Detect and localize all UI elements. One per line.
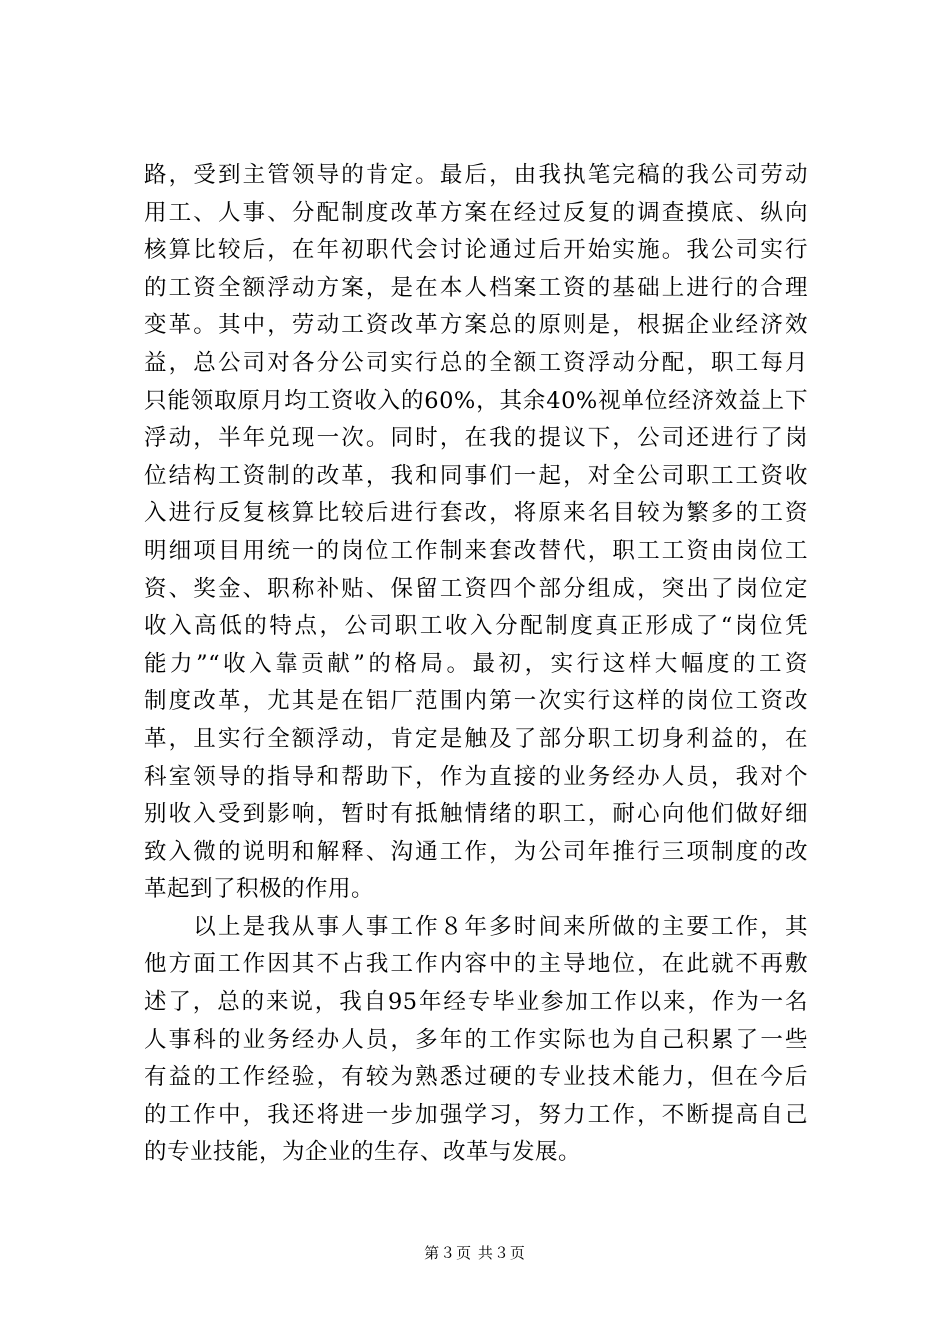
text-line: 致入微的说明和解释、沟通工作，为公司年推行三项制度的改 — [144, 838, 808, 865]
text-line: 有益的工作经验，有较为熟悉过硬的专业技术能力，但在今后 — [144, 1064, 808, 1091]
text-line: 变革。其中，劳动工资改革方案总的原则是，根据企业经济效 — [144, 312, 808, 339]
text-line: 只能领取原月均工资收入的60%，其余40%视单位经济效益上下 — [144, 387, 808, 414]
text-line: 的工作中，我还将进一步加强学习，努力工作，不断提高自己 — [144, 1101, 808, 1128]
text-line: 位结构工资制的改革，我和同事们一起，对全公司职工工资收 — [144, 462, 808, 489]
text-line: 革，且实行全额浮动，肯定是触及了部分职工切身利益的，在 — [144, 725, 808, 752]
text-line: 收入高低的特点，公司职工收入分配制度真正形成了“岗位凭 — [144, 613, 808, 640]
page-footer: 第３页 共３页 — [424, 1244, 526, 1262]
text-line: 核算比较后，在年初职代会讨论通过后开始实施。我公司实行 — [144, 237, 808, 264]
body-text — [144, 157, 808, 1172]
text-line: 革起到了积极的作用。 — [144, 876, 375, 903]
text-line: 人事科的业务经办人员，多年的工作实际也为自己积累了一些 — [144, 1026, 808, 1053]
text-line: 浮动，半年兑现一次。同时，在我的提议下，公司还进行了岗 — [144, 425, 808, 452]
text-line: 明细项目用统一的岗位工作制来套改替代，职工工资由岗位工 — [144, 537, 808, 564]
text-line: 入进行反复核算比较后进行套改，将原来名目较为繁多的工资 — [144, 500, 808, 527]
text-line: 能力”“收入靠贡献”的格局。最初，实行这样大幅度的工资 — [144, 650, 808, 677]
text-line: 的专业技能，为企业的生存、改革与发展。 — [144, 1139, 582, 1166]
text-line: 的工资全额浮动方案，是在本人档案工资的基础上进行的合理 — [144, 274, 808, 301]
text-line: 制度改革，尤其是在铝厂范围内第一次实行这样的岗位工资改 — [144, 688, 808, 715]
text-line: 用工、人事、分配制度改革方案在经过反复的调查摸底、纵向 — [144, 199, 808, 226]
text-line: 他方面工作因其不占我工作内容中的主导地位，在此就不再敷 — [144, 951, 808, 978]
text-line: 路，受到主管领导的肯定。最后，由我执笔完稿的我公司劳动 — [144, 162, 808, 188]
text-line: 益，总公司对各分公司实行总的全额工资浮动分配，职工每月 — [144, 349, 808, 376]
text-line: 科室领导的指导和帮助下，作为直接的业务经办人员，我对个 — [144, 763, 808, 790]
text-line: 述了，总的来说，我自95年经专毕业参加工作以来，作为一名 — [144, 989, 808, 1016]
text-line: 资、奖金、职称补贴、保留工资四个部分组成，突出了岗位定 — [144, 575, 808, 602]
text-line: 别收入受到影响，暂时有抵触情绪的职工，耐心向他们做好细 — [144, 801, 808, 828]
text-line: 以上是我从事人事工作８年多时间来所做的主要工作，其 — [144, 913, 808, 940]
